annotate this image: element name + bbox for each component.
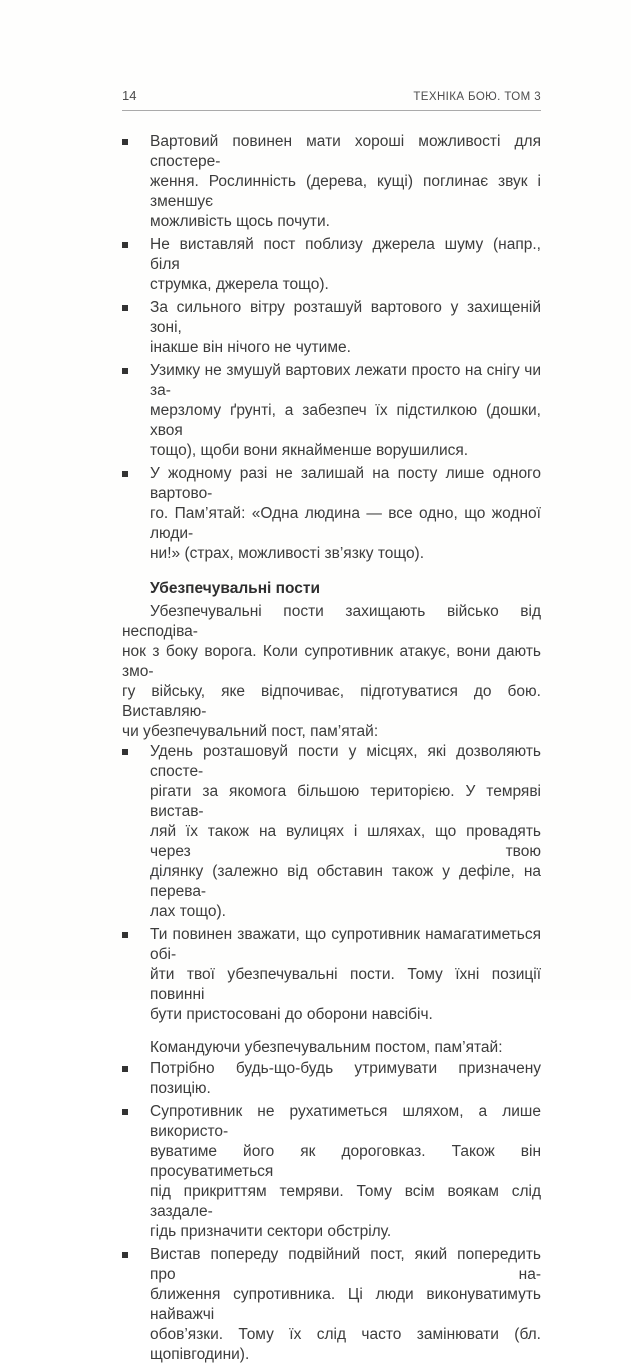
text-line: ближення супротивника. Ці люди виконуватимуть найважчі — [150, 1286, 541, 1323]
page-content — [122, 88, 541, 1368]
text-line: нок з боку ворога. Коли супротивник атакує, вони дають змо- — [122, 643, 541, 680]
section-intro-paragraph — [122, 602, 541, 742]
bullet-item — [122, 361, 541, 461]
commanding-intro-paragraph — [122, 1038, 541, 1058]
text-line: го. Пам’ятай: «Одна людина — все одно, що жодної люди- — [150, 505, 541, 542]
text-line: Вистав попереду подвійний пост, який попередить про на- — [150, 1246, 541, 1283]
text-line: Не виставляй пост поблизу джерела шуму (напр., біля — [150, 236, 541, 273]
bullet-item — [122, 742, 541, 922]
bullet-text — [150, 132, 541, 232]
text-line: струмка, джерела тощо). — [150, 276, 329, 293]
bullet-marker-column — [122, 132, 150, 232]
bullet-item — [122, 925, 541, 1025]
bullet-square-icon — [122, 139, 128, 145]
text-line: лах тощо). — [150, 903, 226, 920]
bullet-marker-column — [122, 742, 150, 922]
text-line: ження. Рослинність (дерева, кущі) поглинає звук і зменшує — [150, 173, 541, 210]
text-line: Супротивник не рухатиметься шляхом, а лише використо- — [150, 1103, 541, 1140]
text-line: ляй їх також на вулицях і шляхах, що провадять через твою — [150, 823, 541, 860]
page-header — [122, 88, 541, 111]
text-line: інакше він нічого не чутиме. — [150, 339, 351, 356]
bullet-text — [150, 1059, 541, 1099]
bullet-marker-column — [122, 235, 150, 295]
bullet-marker-column — [122, 1059, 150, 1099]
bullet-text — [150, 1102, 541, 1242]
bullet-marker-column — [122, 361, 150, 461]
page-body — [122, 132, 541, 1365]
text-line: можливість щось почути. — [150, 213, 330, 230]
text-line: гу війську, яке відпочиває, підготуватися до бою. Виставляю- — [122, 683, 541, 720]
security-post-bullet-list — [122, 742, 541, 1025]
text-line: вуватиме його як дороговказ. Також він просуватиметься — [150, 1143, 541, 1180]
text-line: Командуючи убезпечувальним постом, пам’ятай: — [150, 1039, 503, 1056]
bullet-text — [150, 925, 541, 1025]
bullet-item — [122, 464, 541, 564]
text-line: У жодному разі не залишай на посту лише одного вартово- — [150, 465, 541, 502]
text-line: ділянку (залежно від обставин також у дефіле, на перева- — [150, 863, 541, 900]
text-line: За сильного вітру розташуй вартового у захищеній зоні, — [150, 299, 541, 336]
bullet-text — [150, 235, 541, 295]
text-line: мерзлому ґрунті, а забезпеч їх підстилкою (дошки, хвоя — [150, 402, 541, 439]
bullet-item — [122, 235, 541, 295]
bullet-item — [122, 132, 541, 232]
text-line: Узимку не змушуй вартових лежати просто на снігу чи за- — [150, 362, 541, 399]
bullet-square-icon — [122, 242, 128, 248]
bullet-square-icon — [122, 749, 128, 755]
guard-post-bullet-list — [122, 132, 541, 564]
bullet-item — [122, 1102, 541, 1242]
text-line: гідь призначити сектори обстрілу. — [150, 1223, 392, 1240]
text-line: йти твої убезпечувальні пости. Тому їхні позиції повинні — [150, 966, 541, 1003]
text-line: тощо), щоби вони якнайменше ворушилися. — [150, 442, 469, 459]
bullet-square-icon — [122, 1252, 128, 1258]
bullet-marker-column — [122, 464, 150, 564]
bullet-text — [150, 742, 541, 922]
text-line: Потрібно будь-що-будь утримувати призначену позицію. — [150, 1060, 541, 1097]
bullet-item — [122, 1059, 541, 1099]
running-title: ТЕХНІКА БОЮ. ТОМ 3 — [413, 91, 541, 103]
bullet-square-icon — [122, 305, 128, 311]
bullet-text — [150, 1245, 541, 1365]
text-line: Удень розташовуй пости у місцях, які дозволяють спосте- — [150, 743, 541, 780]
section-heading: Убезпечувальні пости — [150, 580, 321, 597]
bullet-square-icon — [122, 932, 128, 938]
bullet-marker-column — [122, 1102, 150, 1242]
bullet-square-icon — [122, 471, 128, 477]
text-line: обов’язки. Тому їх слід часто замінювати (бл. щопівгодини). — [150, 1326, 541, 1363]
page-number: 14 — [122, 88, 137, 103]
bullet-text — [150, 298, 541, 358]
commanding-bullet-list — [122, 1059, 541, 1365]
text-line: ни!» (страх, можливості зв’язку тощо). — [150, 545, 425, 562]
bullet-item — [122, 1245, 541, 1365]
bullet-square-icon — [122, 368, 128, 374]
bullet-square-icon — [122, 1066, 128, 1072]
bullet-text — [150, 464, 541, 564]
text-line: під прикриттям темряви. Тому всім воякам слід заздале- — [150, 1183, 541, 1220]
text-line: чи убезпечувальний пост, пам’ятай: — [122, 723, 379, 740]
bullet-item — [122, 298, 541, 358]
text-line: рігати за якомога більшою територією. У темряві вистав- — [150, 783, 541, 820]
bullet-marker-column — [122, 298, 150, 358]
bullet-marker-column — [122, 925, 150, 1025]
text-line: бути пристосовані до оборони навсібіч. — [150, 1006, 433, 1023]
text-line: Ти повинен зважати, що супротивник намагатиметься обі- — [150, 926, 541, 963]
bullet-marker-column — [122, 1245, 150, 1365]
text-line: Вартовий повинен мати хороші можливості для спостере- — [150, 133, 541, 170]
text-line: Убезпечувальні пости захищають військо від несподіва- — [122, 603, 541, 640]
bullet-square-icon — [122, 1109, 128, 1115]
bullet-text — [150, 361, 541, 461]
